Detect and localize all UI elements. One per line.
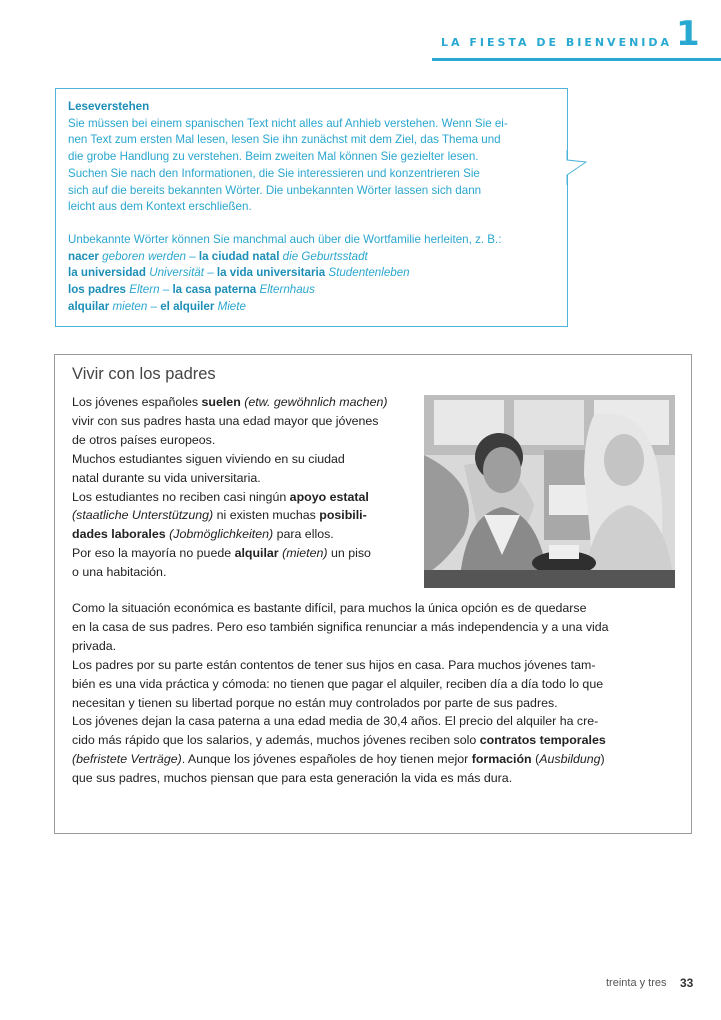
article-line: de otros países europeos. xyxy=(72,432,216,447)
german-translation: Studentenleben xyxy=(328,266,410,280)
text-run: ( xyxy=(531,752,540,767)
key-term: contratos temporales xyxy=(479,733,606,748)
article-line: natal durante su vida universitaria. xyxy=(72,470,261,485)
key-term: suelen xyxy=(201,395,241,409)
article-line: o una habitación. xyxy=(72,565,167,580)
article-line xyxy=(72,393,412,412)
article-line xyxy=(72,525,412,544)
translation: Ausbildung xyxy=(539,752,601,767)
word-family-example xyxy=(68,282,557,299)
word-family-example xyxy=(68,249,557,266)
tip-line: die grobe Handlung zu verstehen. Beim zweiten Mal können Sie gezielter lesen. xyxy=(68,150,479,164)
text-run: . Aunque los jóvenes españoles de hoy tienen mejor xyxy=(181,752,472,767)
article-line: necesitan y tienen su libertad porque no están muy controlados por parte de sus padres. xyxy=(72,695,558,710)
separator: – xyxy=(150,299,157,313)
article-photo xyxy=(424,395,675,588)
translation: (etw. gewöhnlich machen) xyxy=(240,395,388,409)
spanish-word: el alquiler xyxy=(160,299,215,313)
spanish-word: la ciudad natal xyxy=(198,249,280,263)
spanish-word: la casa paterna xyxy=(172,283,257,297)
text-run: ni existen muchas xyxy=(213,508,320,523)
translation: (mieten) xyxy=(282,546,328,561)
article-title: Vivir con los padres xyxy=(72,365,216,383)
article-line xyxy=(72,731,672,750)
german-translation: Universität xyxy=(149,266,204,280)
spanish-word: los padres xyxy=(68,283,126,297)
tip-title: Leseverstehen xyxy=(68,100,150,113)
german-translation: Miete xyxy=(217,299,246,313)
german-translation: die Geburtsstadt xyxy=(282,249,368,263)
tip-line: Sie müssen bei einem spanischen Text nicht alles auf Anhieb verstehen. Wenn Sie ei- xyxy=(68,116,508,130)
header-rule xyxy=(432,58,721,61)
chapter-number: 1 xyxy=(676,14,700,54)
key-term: dades laborales xyxy=(72,527,166,542)
section-title: LA FIESTA DE BIENVENIDA xyxy=(441,36,673,49)
article-line: bién es una vida práctica y cómoda: no tienen que pagar el alquiler, reciben día a día todo lo que xyxy=(72,676,604,691)
key-term: alquilar xyxy=(234,546,279,561)
spanish-word: la universidad xyxy=(68,266,146,280)
article-line: privada. xyxy=(72,638,117,653)
article-line xyxy=(72,506,412,525)
translation: (befristete Verträge) xyxy=(72,752,182,767)
text-run: cido más rápido que los salarios, y además, muchos jóvenes reciben solo xyxy=(72,733,480,748)
text-run: Los jóvenes españoles xyxy=(72,395,202,409)
spanish-word: alquilar xyxy=(68,299,110,313)
german-translation: Eltern xyxy=(129,283,160,297)
tip-line: Suchen Sie nach den Informationen, die Sie interessieren und konzentrieren Sie xyxy=(68,166,480,180)
spanish-word: la vida universitaria xyxy=(216,266,326,280)
photo-illustration xyxy=(424,395,675,588)
tip-line: sich auf die bereits bekannten Wörter. Die unbekannten Wörter lassen sich dann xyxy=(68,183,482,197)
article-line: Como la situación económica es bastante difícil, para muchos la única opción es de quedarse xyxy=(72,601,587,615)
german-translation: geboren werden xyxy=(102,249,186,263)
reading-tip-box xyxy=(55,88,568,327)
text-run: Los estudiantes no reciben casi ningún xyxy=(72,489,290,504)
speech-tail-icon xyxy=(567,150,587,190)
article-intro-column xyxy=(72,393,412,582)
article-line xyxy=(72,544,412,563)
key-term: apoyo estatal xyxy=(289,489,369,504)
text-run: ) xyxy=(600,752,605,767)
translation: (Jobmöglichkeiten) xyxy=(169,527,274,542)
german-translation: mieten xyxy=(112,299,148,313)
text-run: un piso xyxy=(327,546,371,561)
tip-line: leicht aus dem Kontext erschließen. xyxy=(68,200,252,214)
tip-line: nen Text zum ersten Mal lesen, lesen Sie ihn zunächst mit dem Ziel, das Thema und xyxy=(68,133,501,147)
article-line: vivir con sus padres hasta una edad mayor que jóvenes xyxy=(72,413,379,428)
text-run: Por eso la mayoría no puede xyxy=(72,546,235,561)
german-translation: Elternhaus xyxy=(259,283,315,297)
article-line: Los padres por su parte están contentos de tener sus hijos en casa. Para muchos jóvenes tam- xyxy=(72,657,596,672)
key-term: formación xyxy=(471,752,532,767)
article-box xyxy=(54,354,692,834)
word-family-example xyxy=(68,299,557,316)
text-run: para ellos. xyxy=(273,527,334,542)
spanish-word: nacer xyxy=(68,249,99,263)
article-line: Muchos estudiantes siguen viviendo en su ciudad xyxy=(72,451,345,466)
article-line xyxy=(72,488,412,507)
article-line xyxy=(72,750,672,769)
translation: (staatliche Unterstützung) xyxy=(72,508,214,523)
page-number: 33 xyxy=(680,976,694,990)
article-line: que sus padres, muchos piensan que para esta generación la vida es más dura. xyxy=(72,771,513,786)
article-body xyxy=(72,599,672,788)
word-family-example xyxy=(68,265,557,282)
tip-intro: Unbekannte Wörter können Sie manchmal auch über die Wortfamilie herleiten, z. B.: xyxy=(68,232,502,246)
key-term: posibili- xyxy=(319,508,367,523)
article-line: Los jóvenes dejan la casa paterna a una edad media de 30,4 años. El precio del alquiler ha cre- xyxy=(72,714,599,729)
page-number-words: treinta y tres xyxy=(606,977,667,989)
separator: – xyxy=(162,283,170,297)
separator: – xyxy=(189,249,196,263)
article-line: en la casa de sus padres. Pero eso también significa renunciar a más independencia y a una vida xyxy=(72,619,609,634)
separator: – xyxy=(207,266,214,280)
